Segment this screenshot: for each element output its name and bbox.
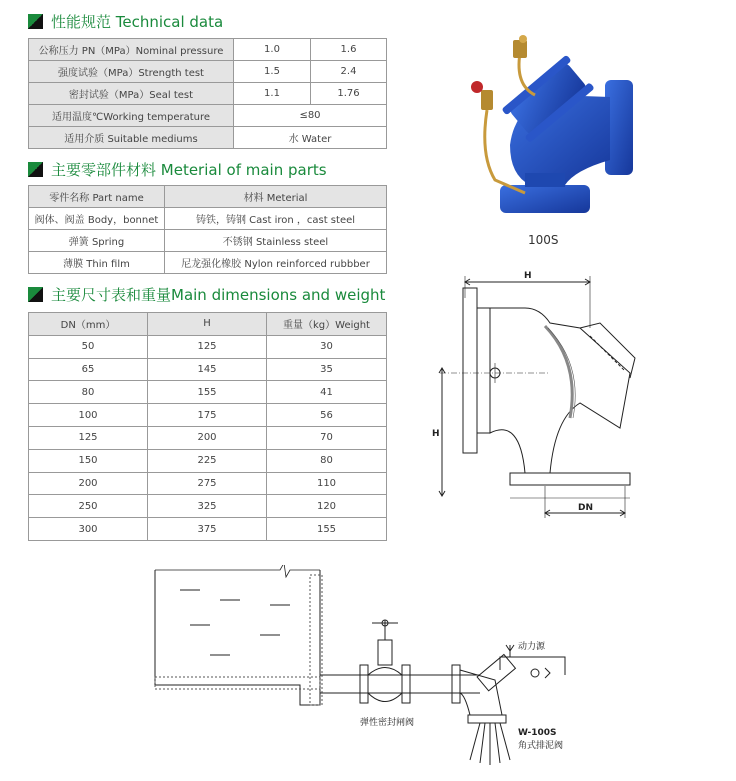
dn-cell: 65 [29,358,148,381]
table-row [29,230,387,252]
weight-cell: 120 [267,495,387,518]
section-marker-icon [28,14,43,29]
gate-valve-label: 弹性密封闸阀 [360,718,415,728]
h-cell: 175 [148,404,267,427]
table-row [29,39,387,61]
table-row [29,105,387,127]
part-name: 弹簧 Spring [29,230,165,252]
model-label: W-100S [518,728,557,738]
h-cell: 275 [148,472,267,495]
tech-label: 密封试验（MPa）Seal test [29,83,234,105]
h-cell: 325 [148,495,267,518]
valve-photo [455,35,655,230]
weight-cell: 41 [267,381,387,404]
weight-cell: 155 [267,518,387,541]
header-weight: 重量（kg）Weight [267,313,387,336]
table-header-row [29,186,387,208]
part-material: 不锈钢 Stainless steel [165,230,387,252]
tech-value: 2.4 [311,61,387,83]
weight-cell: 56 [267,404,387,427]
table-row [29,472,387,495]
weight-cell: 35 [267,358,387,381]
section-marker-icon [28,162,43,177]
table-row [29,335,387,358]
dn-cell: 250 [29,495,148,518]
weight-cell: 110 [267,472,387,495]
photo-caption: 100S [528,233,559,247]
header-h: H [148,313,267,336]
dimension-drawing [430,268,670,520]
table-row [29,495,387,518]
dn-cell: 150 [29,449,148,472]
part-material: 铸铁，铸钢 Cast iron ，cast steel [165,208,387,230]
tech-value: 1.0 [234,39,311,61]
table-row [29,358,387,381]
table-row [29,252,387,274]
materials-table [28,185,387,274]
h-cell: 200 [148,426,267,449]
tech-label: 公称压力 PN（MPa）Nominal pressure [29,39,234,61]
weight-cell: 70 [267,426,387,449]
h-cell: 225 [148,449,267,472]
technical-title-text: 性能规范 Technical data [51,13,224,31]
valve-name-label: 角式排泥阀 [518,741,564,751]
h-cell: 155 [148,381,267,404]
drawing-h-side: H [432,429,440,439]
tech-value: 水 Water [234,127,387,149]
tech-label: 适用温度℃Working temperature [29,105,234,127]
dimensions-title-text: 主要尺寸表和重量Main dimensions and weight [51,286,386,304]
tech-label: 适用介质 Suitable mediums [29,127,234,149]
table-row [29,518,387,541]
tech-value: ≤80 [234,105,387,127]
section-marker-icon [28,287,43,302]
tech-value: 1.5 [234,61,311,83]
dn-cell: 80 [29,381,148,404]
drawing-dn: DN [578,503,594,513]
weight-cell: 80 [267,449,387,472]
materials-section-title [28,159,327,180]
header-part: 零件名称 Part name [29,186,165,208]
materials-title-text: 主要零部件材料 Meterial of main parts [51,161,327,179]
dn-cell: 100 [29,404,148,427]
tech-value: 1.1 [234,83,311,105]
table-row [29,449,387,472]
table-header-row [29,313,387,336]
dn-cell: 200 [29,472,148,495]
table-row [29,61,387,83]
table-row [29,426,387,449]
technical-table [28,38,387,149]
drawing-h-top: H [524,271,532,281]
part-material: 尼龙强化橡胶 Nylon reinforced rubbber [165,252,387,274]
weight-cell: 30 [267,335,387,358]
dn-cell: 300 [29,518,148,541]
tech-value: 1.6 [311,39,387,61]
part-name: 阀体、阀盖 Body，bonnet [29,208,165,230]
table-row [29,404,387,427]
h-cell: 125 [148,335,267,358]
header-material: 材料 Meterial [165,186,387,208]
technical-section-title [28,11,223,32]
power-source-label: 动力源 [518,642,546,652]
table-row [29,127,387,149]
installation-diagram [150,565,590,770]
tech-label: 强度试验（MPa）Strength test [29,61,234,83]
table-row [29,381,387,404]
dimensions-table [28,312,387,541]
tech-value: 1.76 [311,83,387,105]
header-dn: DN（mm） [29,313,148,336]
h-cell: 145 [148,358,267,381]
dimensions-section-title [28,284,385,305]
part-name: 薄膜 Thin film [29,252,165,274]
dn-cell: 50 [29,335,148,358]
table-row [29,208,387,230]
dn-cell: 125 [29,426,148,449]
h-cell: 375 [148,518,267,541]
table-row [29,83,387,105]
